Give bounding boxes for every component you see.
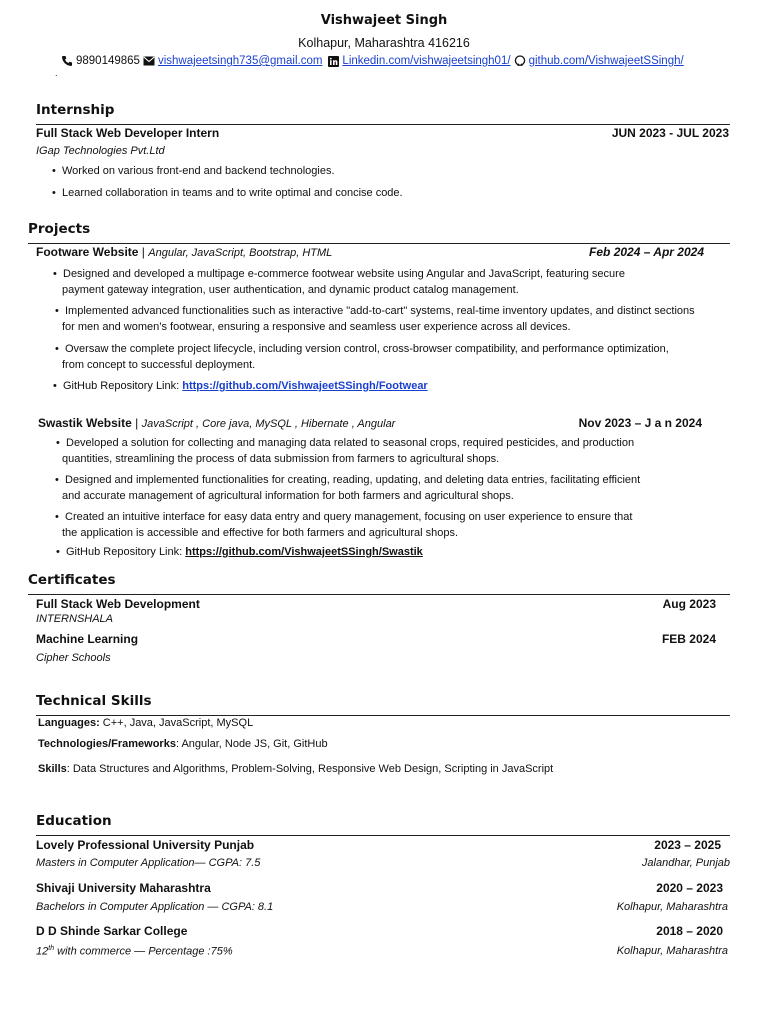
skills-technologies: Technologies/Frameworks: Angular, Node JS, Git, GitHub	[38, 738, 328, 750]
linkedin-link[interactable]: Linkedin.com/vishwajeetsingh01/	[342, 55, 511, 67]
list-item: • Implemented advanced functionalities such as interactive "add-to-cart" systems, real-time inventory updates, and distinct sections	[55, 305, 695, 317]
section-divider	[36, 835, 730, 836]
list-item: • Designed and developed a multipage e-commerce footwear website using Angular and JavaScript, featuring secure	[53, 268, 625, 280]
internship-company: IGap Technologies Pvt.Ltd	[36, 145, 165, 157]
stray-mark: .	[55, 68, 58, 78]
project-heading: Footware Website | Angular, JavaScript, Bootstrap, HTML	[36, 245, 333, 259]
list-item: • Designed and implemented functionalities for creating, reading, updating, and deleting data entries, facilitating efficient	[55, 474, 641, 486]
list-item: • Worked on various front-end and backend technologies.	[52, 165, 335, 177]
degree: 12th with commerce — Percentage :75%	[36, 945, 233, 958]
internship-role: Full Stack Web Developer Intern	[36, 126, 220, 140]
certificate-issuer: INTERNSHALA	[36, 613, 114, 625]
project-tech: JavaScript , Core java, MySQL , Hibernate , Angular	[141, 418, 396, 430]
candidate-name: Vishwajeet Singh	[320, 13, 448, 28]
certificate-date: FEB 2024	[661, 632, 716, 646]
section-title-education: Education	[36, 813, 112, 829]
school-years: 2018 – 2020	[656, 924, 723, 938]
project-tech: Angular, JavaScript, Bootstrap, HTML	[148, 247, 333, 259]
list-item: • Oversaw the complete project lifecycle, including version control, cross-browser compatibility, and performance optimization,	[55, 343, 669, 355]
section-title-certificates: Certificates	[28, 572, 116, 588]
list-item-continuation: the application is accessible and effective for both farmers and agricultural shops.	[62, 527, 459, 539]
project-dates: Nov 2023 – J a n 2024	[578, 416, 702, 430]
degree: Bachelors in Computer Application — CGPA: 8.1	[36, 901, 274, 913]
list-item-continuation: quantities, streamlining the process of data submission from farmers to agricultural shops.	[62, 453, 500, 465]
linkedin-icon	[326, 55, 340, 67]
certificate-name: Full Stack Web Development	[36, 597, 200, 611]
address: Kolhapur, Maharashtra 416216	[298, 36, 470, 50]
list-item: • Created an intuitive interface for easy data entry and query management, focusing on user experience to ensure that	[55, 511, 633, 523]
list-item: • Learned collaboration in teams and to write optimal and concise code.	[52, 187, 403, 199]
certificate-name: Machine Learning	[36, 632, 139, 646]
section-divider	[36, 124, 730, 125]
certificate-issuer: Cipher Schools	[36, 652, 111, 664]
phone-number: 9890149865	[76, 55, 140, 67]
section-divider	[28, 594, 730, 595]
github-link[interactable]: github.com/VishwajeetSSingh/	[528, 55, 684, 67]
school-name: D D Shinde Sarkar College	[36, 924, 188, 938]
list-item: • Developed a solution for collecting and managing data related to seasonal crops, required pesticides, and production	[56, 437, 635, 449]
list-item-continuation: payment gateway integration, user authentication, and dynamic product catalog management.	[62, 284, 519, 296]
list-item-continuation: for men and women’s footwear, ensuring a responsive and seamless user experience across all devices.	[62, 321, 571, 333]
list-item-continuation: and accurate management of agricultural information for both farmers and agricultural shops.	[62, 490, 514, 502]
project-dates: Feb 2024 – Apr 2024	[589, 245, 704, 259]
school-years: 2023 – 2025	[654, 838, 721, 852]
school-name: Shivaji University Maharashtra	[36, 881, 211, 895]
skills-languages: Languages: C++, Java, JavaScript, MySQL	[38, 717, 254, 729]
school-years: 2020 – 2023	[656, 881, 723, 895]
school-location: Jalandhar, Punjab	[641, 857, 730, 869]
repo-link[interactable]: https://github.com/VishwajeetSSingh/Footwear	[182, 380, 428, 392]
phone-icon	[60, 55, 74, 67]
project-name: Swastik Website	[38, 416, 132, 430]
project-heading: Swastik Website | JavaScript , Core java, MySQL , Hibernate , Angular	[38, 416, 396, 430]
internship-dates: JUN 2023 - JUL 2023	[611, 126, 729, 140]
school-location: Kolhapur, Maharashtra	[616, 945, 728, 957]
school-location: Kolhapur, Maharashtra	[616, 901, 728, 913]
skills-general: Skills: Data Structures and Algorithms, Problem-Solving, Responsive Web Design, Scripting in JavaScript	[38, 763, 554, 775]
section-title-skills: Technical Skills	[36, 693, 152, 709]
certificate-date: Aug 2023	[662, 597, 716, 611]
section-title-projects: Projects	[28, 221, 91, 237]
github-icon	[513, 55, 527, 67]
repo-link[interactable]: https://github.com/VishwajeetSSingh/Swastik	[185, 546, 423, 558]
degree: Masters in Computer Application— CGPA: 7.5	[36, 857, 261, 869]
section-title-internship: Internship	[36, 102, 115, 118]
school-name: Lovely Professional University Punjab	[36, 838, 255, 852]
list-item: • GitHub Repository Link: https://github.com/VishwajeetSSingh/Footwear	[53, 380, 428, 392]
section-divider	[36, 715, 730, 716]
list-item-continuation: from concept to successful deployment.	[62, 359, 256, 371]
email-link[interactable]: vishwajeetsingh735@gmail.com	[157, 55, 323, 67]
section-divider	[28, 243, 730, 244]
contact-line	[58, 55, 684, 67]
list-item: • GitHub Repository Link: https://github.com/VishwajeetSSingh/Swastik	[56, 546, 423, 558]
project-name: Footware Website	[36, 245, 139, 259]
email-icon	[142, 55, 156, 67]
